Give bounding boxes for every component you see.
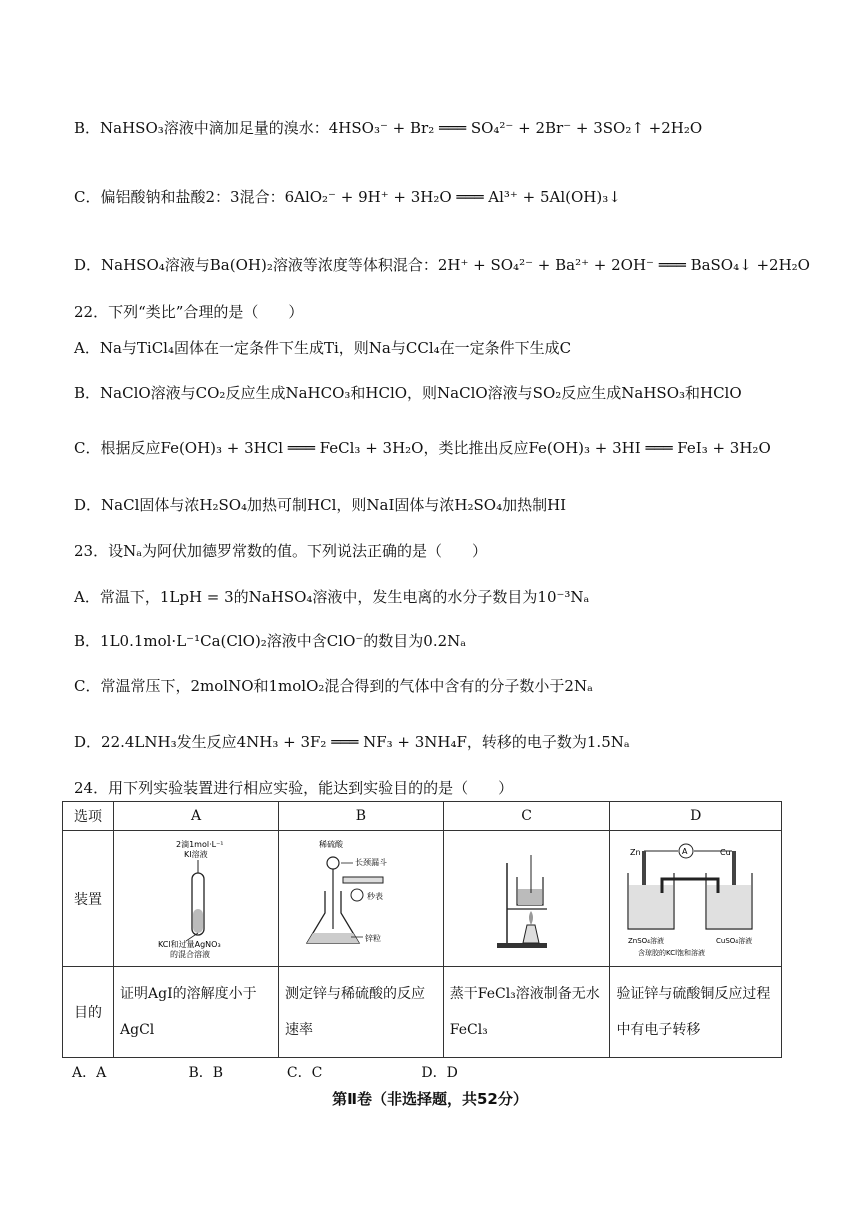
choice-b[interactable]: B．B bbox=[188, 1065, 224, 1081]
purpose-d: 验证锌与硫酸铜反应过程中有电子转移 bbox=[610, 967, 782, 1058]
q22-stem: 22．下列“类比”合理的是（ ） bbox=[74, 303, 304, 321]
experiment-table bbox=[62, 801, 782, 1058]
svg-text:KCl和过量AgNO₃: KCl和过量AgNO₃ bbox=[158, 939, 221, 949]
svg-text:长颈漏斗: 长颈漏斗 bbox=[354, 857, 387, 867]
svg-text:CuSO₄溶液: CuSO₄溶液 bbox=[715, 936, 752, 945]
svg-text:ZnSO₄溶液: ZnSO₄溶液 bbox=[627, 936, 664, 945]
q23-option-b: B．1L0.1mol·L⁻¹Ca(ClO)₂溶液中含ClO⁻的数目为0.2Nₐ bbox=[74, 632, 467, 650]
evaporation-diagram bbox=[447, 833, 607, 961]
header-option: 选项 bbox=[63, 802, 114, 831]
svg-text:Cu: Cu bbox=[719, 847, 731, 857]
part-two-heading: 第Ⅱ卷（非选择题，共52分） bbox=[332, 1090, 528, 1108]
choice-a[interactable]: A．A bbox=[72, 1065, 107, 1081]
svg-text:A: A bbox=[681, 846, 688, 856]
q21-option-d: D．NaHSO₄溶液与Ba(OH)₂溶液等浓度等体积混合：2H⁺ + SO₄²⁻ + Ba²⁺ + 2OH⁻ ═══ BaSO₄↓ +2H₂O bbox=[74, 256, 810, 274]
header-b: B bbox=[279, 802, 444, 831]
q21-option-b: B．NaHSO₃溶液中滴加足量的溴水：4HSO₃⁻ + Br₂ ═══ SO₄²⁻ + 2Br⁻ + 3SO₂↑ +2H₂O bbox=[74, 119, 703, 137]
flask-timer-diagram bbox=[281, 833, 441, 961]
apparatus-d bbox=[610, 831, 782, 967]
purpose-label: 目的 bbox=[63, 967, 114, 1058]
apparatus-b bbox=[279, 831, 444, 967]
svg-text:锌粒: 锌粒 bbox=[364, 933, 381, 943]
header-a: A bbox=[114, 802, 279, 831]
purpose-b: 测定锌与稀硫酸的反应速率 bbox=[279, 967, 444, 1058]
svg-text:含琼胶的KCl饱和溶液: 含琼胶的KCl饱和溶液 bbox=[637, 948, 705, 957]
svg-text:2滴1mol·L⁻¹: 2滴1mol·L⁻¹ bbox=[176, 839, 224, 849]
q24-choices bbox=[72, 1062, 458, 1082]
header-d: D bbox=[610, 802, 782, 831]
header-c: C bbox=[443, 802, 610, 831]
apparatus-a bbox=[114, 831, 279, 967]
q23-option-c: C．常温常压下，2molNO和1molO₂混合得到的气体中含有的分子数小于2Nₐ bbox=[74, 677, 593, 695]
q24-stem: 24．用下列实验装置进行相应实验，能达到实验目的的是（ ） bbox=[74, 779, 514, 797]
q22-option-c: C．根据反应Fe(OH)₃ + 3HCl ═══ FeCl₃ + 3H₂O，类比推出反应Fe(OH)₃ + 3HI ═══ FeI₃ + 3H₂O bbox=[74, 439, 771, 457]
svg-text:秒表: 秒表 bbox=[366, 891, 383, 901]
apparatus-label: 装置 bbox=[63, 831, 114, 967]
q23-option-a: A．常温下，1LpH = 3的NaHSO₄溶液中，发生电离的水分子数目为10⁻³Nₐ bbox=[74, 588, 590, 606]
svg-text:Zn: Zn bbox=[629, 847, 641, 857]
purpose-row bbox=[63, 967, 782, 1058]
q22-option-a: A．Na与TiCl₄固体在一定条件下生成Ti，则Na与CCl₄在一定条件下生成C bbox=[74, 339, 572, 357]
galvanic-cell-diagram bbox=[616, 833, 776, 961]
q21-option-c: C．偏铝酸钠和盐酸2：3混合：6AlO₂⁻ + 9H⁺ + 3H₂O ═══ Al³⁺ + 5Al(OH)₃↓ bbox=[74, 188, 621, 206]
apparatus-c bbox=[443, 831, 610, 967]
q23-option-d: D．22.4LNH₃发生反应4NH₃ + 3F₂ ═══ NF₃ + 3NH₄F，转移的电子数为1.5Nₐ bbox=[74, 733, 630, 751]
svg-text:KI溶液: KI溶液 bbox=[184, 849, 208, 859]
apparatus-row bbox=[63, 831, 782, 967]
purpose-c: 蒸干FeCl₃溶液制备无水FeCl₃ bbox=[443, 967, 610, 1058]
q22-option-d: D．NaCl固体与浓H₂SO₄加热可制HCl，则NaI固体与浓H₂SO₄加热制HI bbox=[74, 496, 567, 514]
choice-c[interactable]: C．C bbox=[286, 1065, 323, 1081]
purpose-a: 证明AgI的溶解度小于AgCl bbox=[114, 967, 279, 1058]
svg-text:的混合溶液: 的混合溶液 bbox=[170, 949, 210, 959]
table-header-row bbox=[63, 802, 782, 831]
q22-option-b: B．NaClO溶液与CO₂反应生成NaHCO₃和HClO，则NaClO溶液与SO₂反应生成NaHSO₃和HClO bbox=[74, 384, 742, 402]
q23-stem: 23．设Nₐ为阿伏加德罗常数的值。下列说法正确的是（ ） bbox=[74, 542, 488, 560]
test-tube-diagram bbox=[116, 833, 276, 961]
svg-text:稀硫酸: 稀硫酸 bbox=[318, 839, 343, 849]
choice-d[interactable]: D．D bbox=[421, 1065, 458, 1081]
